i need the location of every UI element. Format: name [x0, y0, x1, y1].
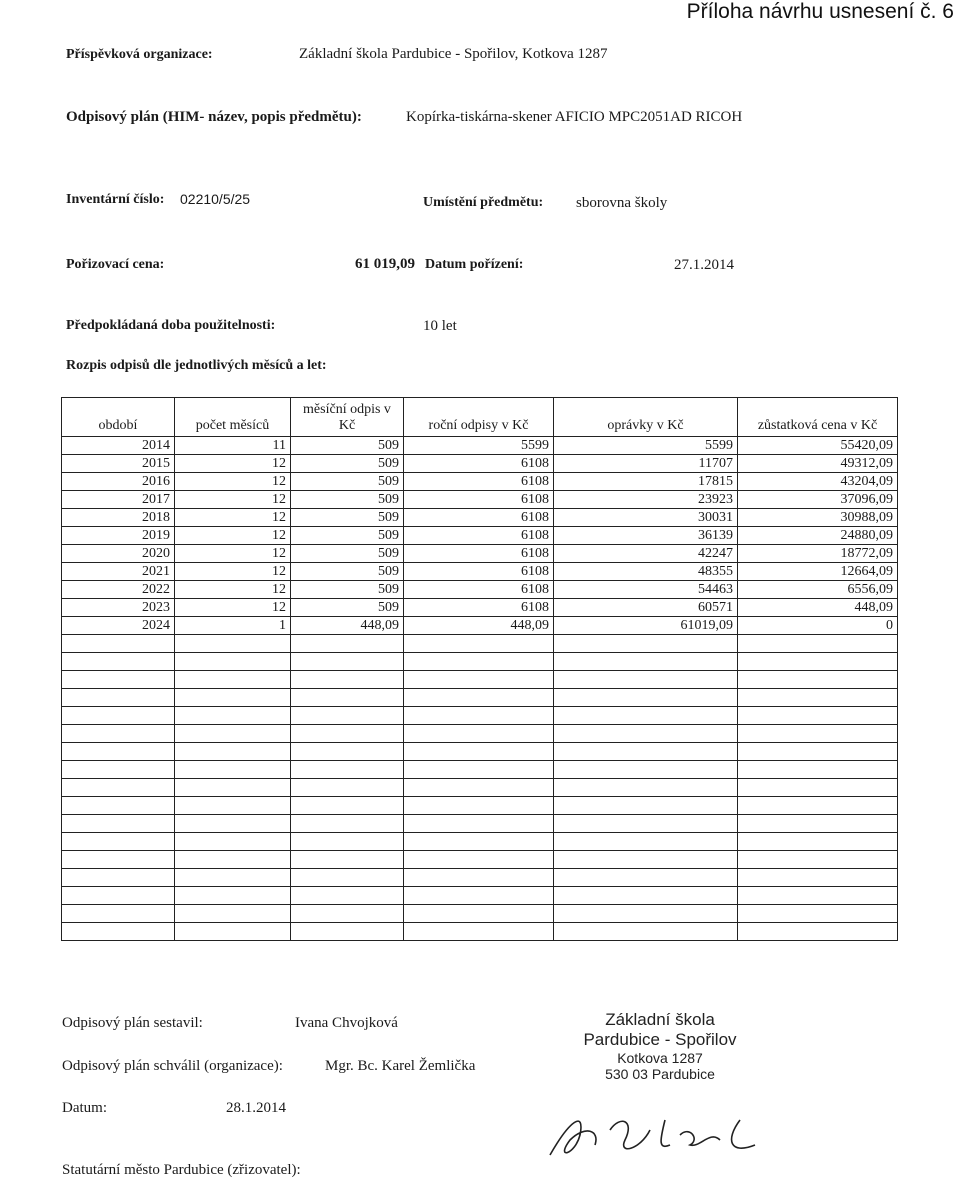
empty-cell [175, 869, 291, 887]
empty-cell [404, 707, 554, 725]
table-row [62, 563, 898, 581]
empty-cell [62, 905, 175, 923]
cell-residual: 0 [738, 617, 898, 635]
cell-annual: 6108 [404, 491, 554, 509]
cell-period: 2015 [62, 455, 175, 473]
cell-annual: 6108 [404, 527, 554, 545]
empty-cell [291, 887, 404, 905]
school-stamp [560, 1010, 760, 1082]
cell-accum: 60571 [554, 599, 738, 617]
empty-cell [175, 653, 291, 671]
empty-cell [62, 869, 175, 887]
cell-accum: 30031 [554, 509, 738, 527]
empty-cell [554, 725, 738, 743]
empty-cell [738, 761, 898, 779]
empty-row [62, 887, 898, 905]
table-row [62, 491, 898, 509]
empty-cell [291, 923, 404, 941]
empty-cell [291, 671, 404, 689]
cell-residual: 43204,09 [738, 473, 898, 491]
cell-residual: 448,09 [738, 599, 898, 617]
cell-period: 2016 [62, 473, 175, 491]
empty-row [62, 869, 898, 887]
empty-cell [291, 725, 404, 743]
empty-row [62, 779, 898, 797]
empty-cell [554, 797, 738, 815]
cell-accum: 42247 [554, 545, 738, 563]
empty-cell [554, 635, 738, 653]
empty-cell [175, 815, 291, 833]
cell-residual: 24880,09 [738, 527, 898, 545]
cell-annual: 6108 [404, 545, 554, 563]
cell-annual: 6108 [404, 473, 554, 491]
empty-cell [404, 869, 554, 887]
col-residual: zůstatková cena v Kč [738, 398, 898, 437]
empty-row [62, 653, 898, 671]
empty-cell [404, 689, 554, 707]
empty-row [62, 635, 898, 653]
breakdown-label: Rozpis odpisů dle jednotlivých měsíců a let: [66, 358, 327, 373]
empty-row [62, 797, 898, 815]
empty-row [62, 689, 898, 707]
empty-cell [738, 779, 898, 797]
empty-cell [62, 833, 175, 851]
empty-cell [404, 851, 554, 869]
empty-cell [554, 869, 738, 887]
empty-cell [738, 671, 898, 689]
lifetime-value: 10 let [423, 318, 457, 334]
stamp-line-2: Pardubice - Spořilov [583, 1030, 737, 1049]
cell-monthly: 509 [291, 545, 404, 563]
empty-cell [738, 725, 898, 743]
empty-cell [175, 743, 291, 761]
empty-row [62, 923, 898, 941]
empty-cell [62, 797, 175, 815]
cell-months: 12 [175, 581, 291, 599]
compiled-by: Ivana Chvojková [295, 1015, 398, 1031]
cell-monthly: 509 [291, 509, 404, 527]
cell-annual: 6108 [404, 599, 554, 617]
empty-cell [554, 923, 738, 941]
empty-cell [738, 905, 898, 923]
cell-annual: 448,09 [404, 617, 554, 635]
cell-monthly: 509 [291, 437, 404, 455]
empty-cell [291, 689, 404, 707]
table-row [62, 473, 898, 491]
empty-cell [404, 887, 554, 905]
table-row [62, 455, 898, 473]
cell-residual: 55420,09 [738, 437, 898, 455]
cell-accum: 48355 [554, 563, 738, 581]
empty-cell [404, 743, 554, 761]
cell-months: 12 [175, 563, 291, 581]
org-value: Základní škola Pardubice - Spořilov, Kotkova 1287 [299, 46, 608, 62]
cell-months: 12 [175, 527, 291, 545]
empty-row [62, 761, 898, 779]
empty-cell [738, 743, 898, 761]
cell-annual: 6108 [404, 455, 554, 473]
empty-cell [738, 653, 898, 671]
empty-cell [738, 689, 898, 707]
cell-accum: 11707 [554, 455, 738, 473]
cell-residual: 49312,09 [738, 455, 898, 473]
empty-cell [175, 779, 291, 797]
empty-cell [62, 887, 175, 905]
empty-cell [175, 887, 291, 905]
cell-period: 2014 [62, 437, 175, 455]
cell-accum: 54463 [554, 581, 738, 599]
cell-months: 12 [175, 509, 291, 527]
org-label: Příspěvková organizace: [66, 47, 213, 62]
signature [540, 1100, 800, 1170]
empty-cell [554, 779, 738, 797]
table-row [62, 599, 898, 617]
table-row [62, 527, 898, 545]
plan-label: Odpisový plán (HIM- název, popis předmětu): [66, 109, 362, 125]
empty-cell [175, 725, 291, 743]
cell-monthly: 509 [291, 491, 404, 509]
date-label: Datum: [62, 1100, 107, 1116]
cell-period: 2023 [62, 599, 175, 617]
empty-row [62, 851, 898, 869]
empty-cell [62, 923, 175, 941]
cell-monthly: 509 [291, 455, 404, 473]
cell-months: 11 [175, 437, 291, 455]
empty-cell [62, 725, 175, 743]
price-value: 61 019,09 [355, 256, 415, 272]
table-row [62, 509, 898, 527]
cell-monthly: 509 [291, 473, 404, 491]
cell-period: 2019 [62, 527, 175, 545]
cell-residual: 6556,09 [738, 581, 898, 599]
empty-cell [404, 815, 554, 833]
empty-cell [738, 815, 898, 833]
cell-residual: 30988,09 [738, 509, 898, 527]
cell-period: 2018 [62, 509, 175, 527]
empty-cell [175, 833, 291, 851]
empty-cell [175, 689, 291, 707]
lifetime-label: Předpokládaná doba použitelnosti: [66, 318, 276, 333]
empty-cell [554, 671, 738, 689]
col-months: počet měsíců [175, 398, 291, 437]
empty-cell [62, 671, 175, 689]
empty-row [62, 707, 898, 725]
empty-cell [554, 887, 738, 905]
empty-cell [62, 743, 175, 761]
cell-residual: 12664,09 [738, 563, 898, 581]
approved-label: Odpisový plán schválil (organizace): [62, 1058, 283, 1074]
cell-period: 2022 [62, 581, 175, 599]
empty-cell [62, 851, 175, 869]
empty-cell [404, 905, 554, 923]
annex-title: Příloha návrhu usnesení č. 6 [686, 0, 954, 23]
founder-label: Statutární město Pardubice (zřizovatel): [62, 1162, 301, 1178]
cell-accum: 36139 [554, 527, 738, 545]
empty-row [62, 905, 898, 923]
depreciation-table [61, 397, 898, 941]
empty-cell [738, 797, 898, 815]
cell-accum: 61019,09 [554, 617, 738, 635]
empty-cell [738, 833, 898, 851]
empty-cell [175, 905, 291, 923]
empty-cell [404, 797, 554, 815]
inventory-label: Inventární číslo: [66, 192, 165, 207]
empty-cell [291, 743, 404, 761]
date-value: 28.1.2014 [226, 1100, 286, 1116]
plan-value: Kopírka-tiskárna-skener AFICIO MPC2051AD RICOH [406, 109, 743, 125]
empty-cell [291, 851, 404, 869]
cell-monthly: 448,09 [291, 617, 404, 635]
empty-cell [404, 923, 554, 941]
empty-cell [175, 797, 291, 815]
cell-annual: 6108 [404, 563, 554, 581]
cell-period: 2020 [62, 545, 175, 563]
empty-cell [62, 779, 175, 797]
empty-cell [62, 653, 175, 671]
empty-cell [175, 671, 291, 689]
cell-accum: 17815 [554, 473, 738, 491]
empty-cell [175, 761, 291, 779]
cell-period: 2021 [62, 563, 175, 581]
empty-row [62, 725, 898, 743]
cell-monthly: 509 [291, 527, 404, 545]
cell-residual: 37096,09 [738, 491, 898, 509]
empty-cell [62, 815, 175, 833]
empty-cell [291, 869, 404, 887]
empty-cell [738, 635, 898, 653]
empty-cell [175, 635, 291, 653]
cell-annual: 5599 [404, 437, 554, 455]
stamp-line-3: Kotkova 1287 [617, 1050, 703, 1066]
empty-cell [291, 797, 404, 815]
empty-cell [291, 815, 404, 833]
empty-cell [554, 833, 738, 851]
location-label: Umístění předmětu: [423, 195, 544, 210]
empty-cell [738, 923, 898, 941]
empty-cell [62, 761, 175, 779]
location-value: sborovna školy [576, 195, 668, 211]
cell-months: 12 [175, 491, 291, 509]
empty-row [62, 743, 898, 761]
cell-accum: 5599 [554, 437, 738, 455]
empty-cell [62, 635, 175, 653]
cell-residual: 18772,09 [738, 545, 898, 563]
table-row [62, 617, 898, 635]
cell-monthly: 509 [291, 581, 404, 599]
empty-cell [404, 653, 554, 671]
compiled-label: Odpisový plán sestavil: [62, 1015, 203, 1031]
empty-cell [404, 761, 554, 779]
empty-cell [554, 851, 738, 869]
empty-cell [738, 869, 898, 887]
col-accum: oprávky v Kč [554, 398, 738, 437]
empty-cell [62, 707, 175, 725]
empty-cell [554, 905, 738, 923]
cell-months: 12 [175, 545, 291, 563]
empty-cell [404, 833, 554, 851]
empty-cell [738, 887, 898, 905]
empty-cell [175, 707, 291, 725]
empty-cell [291, 833, 404, 851]
cell-annual: 6108 [404, 509, 554, 527]
empty-cell [554, 761, 738, 779]
cell-months: 1 [175, 617, 291, 635]
empty-cell [404, 635, 554, 653]
empty-cell [404, 671, 554, 689]
cell-monthly: 509 [291, 563, 404, 581]
cell-accum: 23923 [554, 491, 738, 509]
empty-row [62, 815, 898, 833]
stamp-line-1: Základní škola [605, 1010, 715, 1029]
empty-cell [738, 707, 898, 725]
price-label: Pořizovací cena: [66, 257, 165, 272]
col-annual: roční odpisy v Kč [404, 398, 554, 437]
empty-cell [291, 635, 404, 653]
empty-cell [291, 707, 404, 725]
empty-cell [291, 905, 404, 923]
empty-cell [738, 851, 898, 869]
empty-cell [291, 653, 404, 671]
empty-cell [291, 761, 404, 779]
cell-months: 12 [175, 473, 291, 491]
cell-period: 2017 [62, 491, 175, 509]
empty-row [62, 833, 898, 851]
empty-cell [554, 689, 738, 707]
cell-annual: 6108 [404, 581, 554, 599]
empty-row [62, 671, 898, 689]
cell-period: 2024 [62, 617, 175, 635]
inventory-value: 02210/5/25 [180, 191, 251, 207]
table-row [62, 581, 898, 599]
acq-date-label: Datum pořízení: [425, 257, 524, 272]
empty-cell [554, 707, 738, 725]
col-monthly: měsíční odpis v Kč [291, 398, 404, 437]
empty-cell [554, 743, 738, 761]
cell-months: 12 [175, 599, 291, 617]
empty-cell [175, 851, 291, 869]
empty-cell [404, 725, 554, 743]
empty-cell [62, 689, 175, 707]
table-row [62, 545, 898, 563]
stamp-line-4: 530 03 Pardubice [605, 1066, 715, 1082]
empty-cell [291, 779, 404, 797]
acq-date-value: 27.1.2014 [674, 257, 734, 273]
empty-cell [554, 815, 738, 833]
empty-cell [404, 779, 554, 797]
empty-cell [175, 923, 291, 941]
col-period: období [62, 398, 175, 437]
table-row [62, 437, 898, 455]
approved-by: Mgr. Bc. Karel Žemlička [325, 1058, 476, 1074]
cell-monthly: 509 [291, 599, 404, 617]
cell-months: 12 [175, 455, 291, 473]
empty-cell [554, 653, 738, 671]
table-header-row [62, 398, 898, 437]
